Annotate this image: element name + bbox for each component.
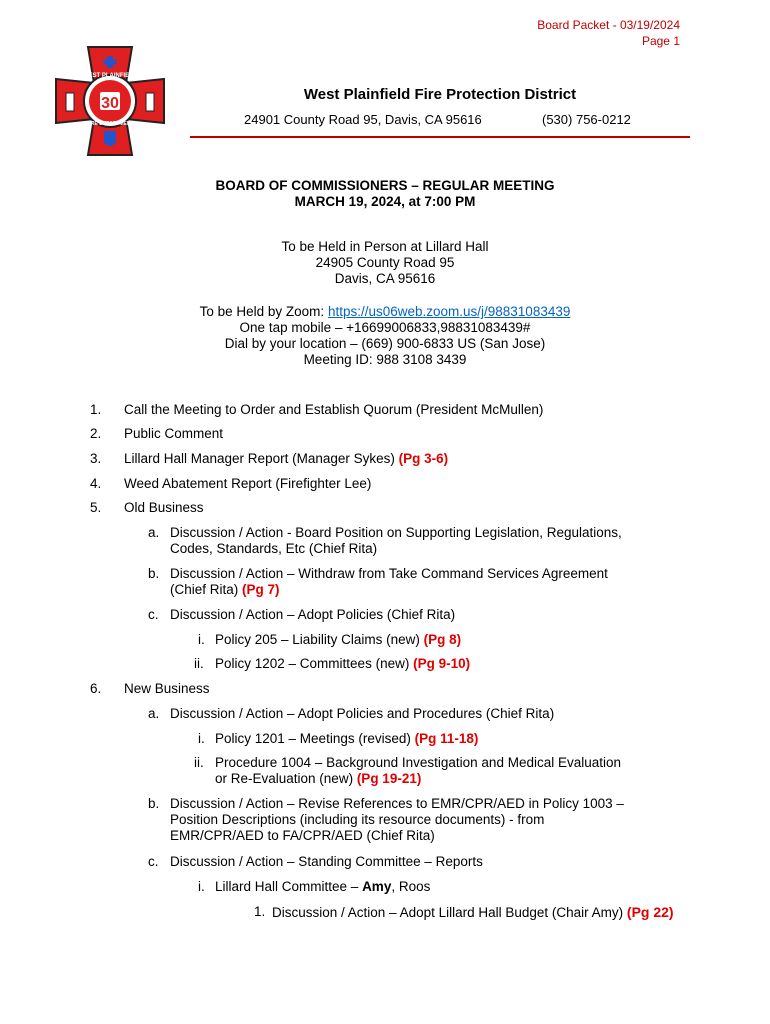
district-name: West Plainfield Fire Protection District xyxy=(303,86,577,103)
sub-sub-item-label: ii. xyxy=(194,755,204,770)
agenda-item-5a xyxy=(170,525,622,557)
sub-sub-item-label: i. xyxy=(198,632,205,647)
zoom-line xyxy=(0,304,770,320)
logo-bottom-text: FIRE DEPARTMENT xyxy=(86,121,134,127)
location-line-2: 24905 County Road 95 xyxy=(315,255,455,270)
agenda-item-6c-i-1 xyxy=(272,904,674,921)
agenda-item-6c-i xyxy=(215,879,430,895)
agenda-item-6c-i-1-text: Discussion / Action – Adopt Lillard Hall Budget (Chair Amy) xyxy=(272,905,627,920)
agenda-item-6a-ii-line-2 xyxy=(215,771,621,787)
agenda-item-3-text: Lillard Hall Manager Report (Manager Sykes) xyxy=(124,451,399,466)
agenda-item-5a-line-2: Codes, Standards, Etc (Chief Rita) xyxy=(170,541,378,556)
committee-chair-name: Amy xyxy=(362,879,392,894)
sub-sub-item-label: i. xyxy=(198,879,205,894)
agenda-item-6c-i-suffix: , Roos xyxy=(391,879,431,894)
agenda-item-6a-ii xyxy=(215,755,621,787)
agenda-item-2: Public Comment xyxy=(124,426,224,441)
zoom-dial: Dial by your location – (669) 900-6833 US (San Jose) xyxy=(224,336,546,351)
location-line-1: To be Held in Person at Lillard Hall xyxy=(281,239,489,254)
page-reference: (Pg 19-21) xyxy=(356,771,422,786)
agenda-item-6a-ii-line-2-text: or Re-Evaluation (new) xyxy=(215,771,357,786)
agenda-item-5c-i-text: Policy 205 – Liability Claims (new) xyxy=(215,632,424,647)
agenda-item-6a: Discussion / Action – Adopt Policies and Procedures (Chief Rita) xyxy=(170,706,555,721)
zoom-link[interactable]: https://us06web.zoom.us/j/98831083439 xyxy=(327,304,571,319)
sub-sub-item-label: i. xyxy=(198,731,205,746)
agenda-item-6b-line-3: EMR/CPR/AED to FA/CPR/AED (Chief Rita) xyxy=(170,828,435,843)
agenda-item-6a-i xyxy=(215,731,478,747)
logo-station-number: 30 xyxy=(101,95,119,112)
agenda-item-6b xyxy=(170,796,624,844)
item-number: 6. xyxy=(90,681,102,696)
item-number: 2. xyxy=(90,426,102,441)
district-header xyxy=(190,86,690,128)
page-reference: (Pg 3-6) xyxy=(398,451,449,466)
header-divider xyxy=(190,136,690,138)
page-reference: (Pg 22) xyxy=(626,904,674,920)
location-block xyxy=(0,239,770,287)
sub-sub-item-label: ii. xyxy=(194,656,204,671)
meeting-date: MARCH 19, 2024, at 7:00 PM xyxy=(294,194,476,209)
packet-header xyxy=(537,17,680,49)
sub-item-label: c. xyxy=(148,854,159,869)
page-reference: (Pg 7) xyxy=(242,582,280,597)
sub-item-label: a. xyxy=(148,525,160,540)
page-reference: (Pg 9-10) xyxy=(413,656,471,671)
agenda-item-5c-ii-text: Policy 1202 – Committees (new) xyxy=(215,656,414,671)
agenda-item-5b-line-2 xyxy=(170,582,608,598)
agenda-item-5b-line-2-text: (Chief Rita) xyxy=(170,582,243,597)
page-number: Page 1 xyxy=(641,34,680,48)
zoom-prefix: To be Held by Zoom: xyxy=(199,304,328,319)
item-number: 1. xyxy=(90,402,102,417)
agenda-item-5b-line-1: Discussion / Action – Withdraw from Take Command Services Agreement xyxy=(170,566,608,581)
meeting-title-block xyxy=(0,178,770,210)
agenda-item-6a-i-text: Policy 1201 – Meetings (revised) xyxy=(215,731,415,746)
zoom-block xyxy=(0,304,770,368)
agenda-item-6b-line-1: Discussion / Action – Revise References to EMR/CPR/AED in Policy 1003 – xyxy=(170,796,624,811)
district-address: 24901 County Road 95, Davis, CA 95616 xyxy=(244,112,482,127)
district-contact xyxy=(190,112,690,128)
sub-item-label: b. xyxy=(148,796,160,811)
agenda-item-5c-ii xyxy=(215,656,470,672)
location-line-3: Davis, CA 95616 xyxy=(334,271,436,286)
sub-item-label: c. xyxy=(148,607,159,622)
agenda-item-6: New Business xyxy=(124,681,210,696)
agenda-item-6c-i-prefix: Lillard Hall Committee – xyxy=(215,879,363,894)
item-number: 4. xyxy=(90,476,102,491)
item-number: 5. xyxy=(90,500,102,515)
item-number: 3. xyxy=(90,451,102,466)
sub-sub-sub-item-label: 1. xyxy=(254,904,266,919)
logo-top-text: WEST PLAINFIELD xyxy=(82,73,138,79)
agenda-item-3 xyxy=(124,451,448,467)
sub-item-label: a. xyxy=(148,706,160,721)
agenda-item-5: Old Business xyxy=(124,500,204,515)
agenda-item-5b xyxy=(170,566,608,598)
packet-date: Board Packet - 03/19/2024 xyxy=(537,18,680,32)
agenda-item-6b-line-2: Position Descriptions (including its resource documents) - from xyxy=(170,812,545,827)
logo-station-text: STATION xyxy=(100,85,120,90)
sub-item-label: b. xyxy=(148,566,160,581)
agenda-item-1: Call the Meeting to Order and Establish Quorum (President McMullen) xyxy=(124,402,544,417)
agenda-item-5c-i xyxy=(215,632,461,648)
zoom-mobile: One tap mobile – +16699006833,98831083439# xyxy=(239,320,531,335)
agenda-item-5c: Discussion / Action – Adopt Policies (Chief Rita) xyxy=(170,607,456,622)
agenda-item-6c: Discussion / Action – Standing Committee – Reports xyxy=(170,854,483,869)
page-reference: (Pg 11-18) xyxy=(414,731,479,746)
agenda-item-4: Weed Abatement Report (Firefighter Lee) xyxy=(124,476,372,491)
district-phone: (530) 756-0212 xyxy=(542,112,631,127)
zoom-meeting-id: Meeting ID: 988 3108 3439 xyxy=(303,352,467,367)
agenda-item-6a-ii-line-1: Procedure 1004 – Background Investigation and Medical Evaluation xyxy=(215,755,622,770)
agenda-item-5a-line-1: Discussion / Action - Board Position on Supporting Legislation, Regulations, xyxy=(170,525,622,540)
fire-department-logo xyxy=(54,45,166,157)
meeting-title: BOARD OF COMMISSIONERS – REGULAR MEETING xyxy=(215,178,555,193)
page-reference: (Pg 8) xyxy=(423,632,462,647)
